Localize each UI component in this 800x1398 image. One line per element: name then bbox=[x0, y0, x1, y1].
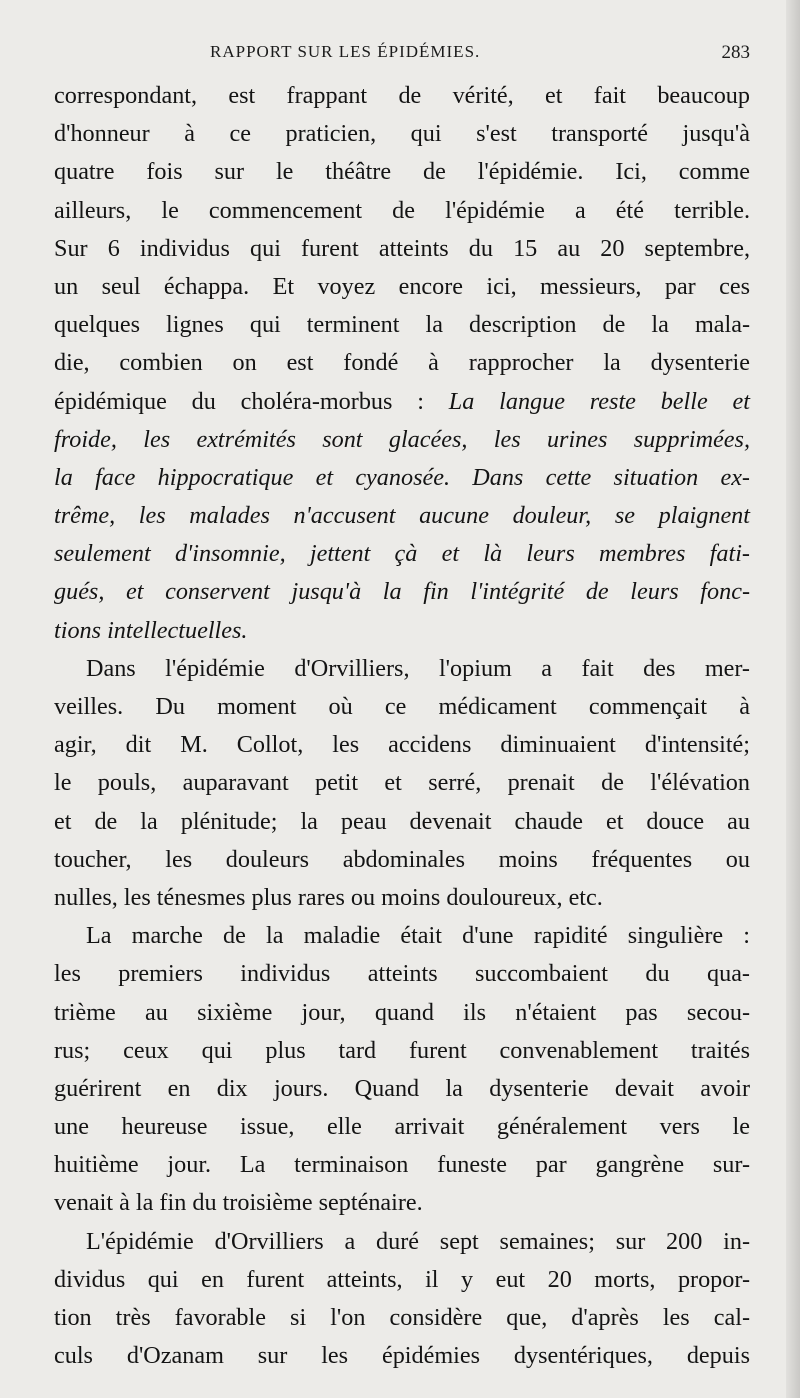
text-line-italic-tail: La langue reste belle et bbox=[448, 387, 750, 415]
running-title: RAPPORT SUR LES ÉPIDÉMIES. bbox=[210, 42, 481, 61]
text-line bbox=[54, 726, 750, 764]
text-line bbox=[54, 841, 750, 879]
text-line-content: épidémique du choléra-morbus : bbox=[54, 387, 449, 415]
text-line bbox=[54, 268, 750, 306]
text-line bbox=[54, 688, 750, 726]
text-line bbox=[54, 344, 750, 382]
text-line bbox=[54, 192, 750, 230]
text-line bbox=[54, 306, 750, 344]
text-line-content: venait à la fin du troisième septénaire. bbox=[54, 1189, 423, 1217]
text-line-content: le pouls, auparavant petit et serré, prenait de l'élévation bbox=[54, 769, 750, 797]
text-line-content: trême, les malades n'accusent aucune douleur, se plaignent bbox=[54, 502, 750, 530]
text-line bbox=[54, 764, 750, 802]
text-line-content: veilles. Du moment où ce médicament commençait à bbox=[54, 693, 750, 720]
text-line bbox=[54, 573, 750, 611]
text-line-content: culs d'Ozanam sur les épidémies dysentériques, depuis bbox=[54, 1342, 750, 1370]
text-line-content: die, combien on est fondé à rapprocher la dysenterie bbox=[54, 349, 750, 377]
text-line bbox=[54, 803, 750, 841]
text-line bbox=[54, 1337, 750, 1375]
text-line bbox=[54, 1261, 750, 1299]
page-gutter-shadow bbox=[786, 0, 800, 1398]
text-line bbox=[54, 497, 750, 535]
page-header bbox=[60, 42, 750, 72]
text-line bbox=[54, 459, 750, 497]
text-line bbox=[54, 230, 750, 268]
text-line bbox=[54, 1184, 750, 1222]
text-line bbox=[54, 955, 750, 993]
text-line bbox=[54, 1070, 750, 1108]
text-line bbox=[54, 77, 750, 115]
text-line bbox=[54, 879, 750, 917]
body-text bbox=[54, 77, 750, 1375]
text-line bbox=[54, 1223, 750, 1261]
text-line bbox=[54, 650, 750, 688]
text-line-content: Sur 6 individus qui furent atteints du 15 au 20 septembre, bbox=[54, 234, 750, 262]
text-line-content: quelques lignes qui terminent la description de la mala- bbox=[54, 311, 750, 339]
text-line-content: tions intellectuelles. bbox=[54, 616, 248, 644]
page-number: 283 bbox=[721, 42, 750, 63]
text-line-content: seulement d'insomnie, jettent çà et là leurs membres fati- bbox=[54, 540, 750, 568]
text-line bbox=[54, 1108, 750, 1146]
text-line-content: quatre fois sur le théâtre de l'épidémie. Ici, comme bbox=[54, 158, 750, 186]
text-line bbox=[54, 115, 750, 153]
text-line-content: froide, les extrémités sont glacées, les urines supprimées, bbox=[54, 425, 750, 453]
text-line-content: la face hippocratique et cyanosée. Dans cette situation ex- bbox=[54, 463, 750, 491]
text-line bbox=[54, 994, 750, 1032]
text-line-content: les premiers individus atteints succombaient du qua- bbox=[54, 960, 750, 988]
text-line-content: d'honneur à ce praticien, qui s'est transporté jusqu'à bbox=[54, 120, 750, 148]
text-line-content: tion très favorable si l'on considère que, d'après les cal- bbox=[54, 1304, 750, 1331]
text-line bbox=[54, 612, 750, 650]
text-line-content: La marche de la maladie était d'une rapidité singulière : bbox=[86, 922, 750, 950]
text-line bbox=[54, 153, 750, 191]
text-line-content: nulles, les ténesmes plus rares ou moins douloureux, etc. bbox=[54, 883, 603, 911]
text-line-content: toucher, les douleurs abdominales moins fréquentes ou bbox=[54, 845, 750, 873]
text-line-content: correspondant, est frappant de vérité, et fait beaucoup bbox=[54, 82, 750, 109]
text-line-content: huitième jour. La terminaison funeste par gangrène sur- bbox=[54, 1151, 750, 1179]
text-line-content: L'épidémie d'Orvilliers a duré sept semaines; sur 200 in- bbox=[86, 1227, 750, 1255]
text-line bbox=[54, 1299, 750, 1337]
text-line-content: dividus qui en furent atteints, il y eut 20 morts, propor- bbox=[54, 1265, 750, 1293]
text-line bbox=[54, 1032, 750, 1070]
text-line-content: trième au sixième jour, quand ils n'étaient pas secou- bbox=[54, 998, 750, 1026]
text-line bbox=[54, 535, 750, 573]
text-line-content: Dans l'épidémie d'Orvilliers, l'opium a fait des mer- bbox=[86, 654, 750, 682]
text-line bbox=[54, 383, 750, 421]
text-line-content: et de la plénitude; la peau devenait chaude et douce au bbox=[54, 807, 750, 835]
text-line-content: gués, et conservent jusqu'à la fin l'intégrité de leurs fonc- bbox=[54, 578, 750, 606]
text-line-content: ailleurs, le commencement de l'épidémie a été terrible. bbox=[54, 196, 750, 224]
text-line bbox=[54, 421, 750, 459]
text-line-content: un seul échappa. Et voyez encore ici, messieurs, par ces bbox=[54, 272, 750, 300]
text-line-content: guérirent en dix jours. Quand la dysenterie devait avoir bbox=[54, 1074, 750, 1102]
text-line bbox=[54, 1146, 750, 1184]
text-line-content: agir, dit M. Collot, les accidens diminuaient d'intensité; bbox=[54, 731, 750, 759]
text-line bbox=[54, 917, 750, 955]
text-line-content: une heureuse issue, elle arrivait généralement vers le bbox=[54, 1113, 750, 1141]
text-line-content: rus; ceux qui plus tard furent convenablement traités bbox=[54, 1036, 750, 1064]
